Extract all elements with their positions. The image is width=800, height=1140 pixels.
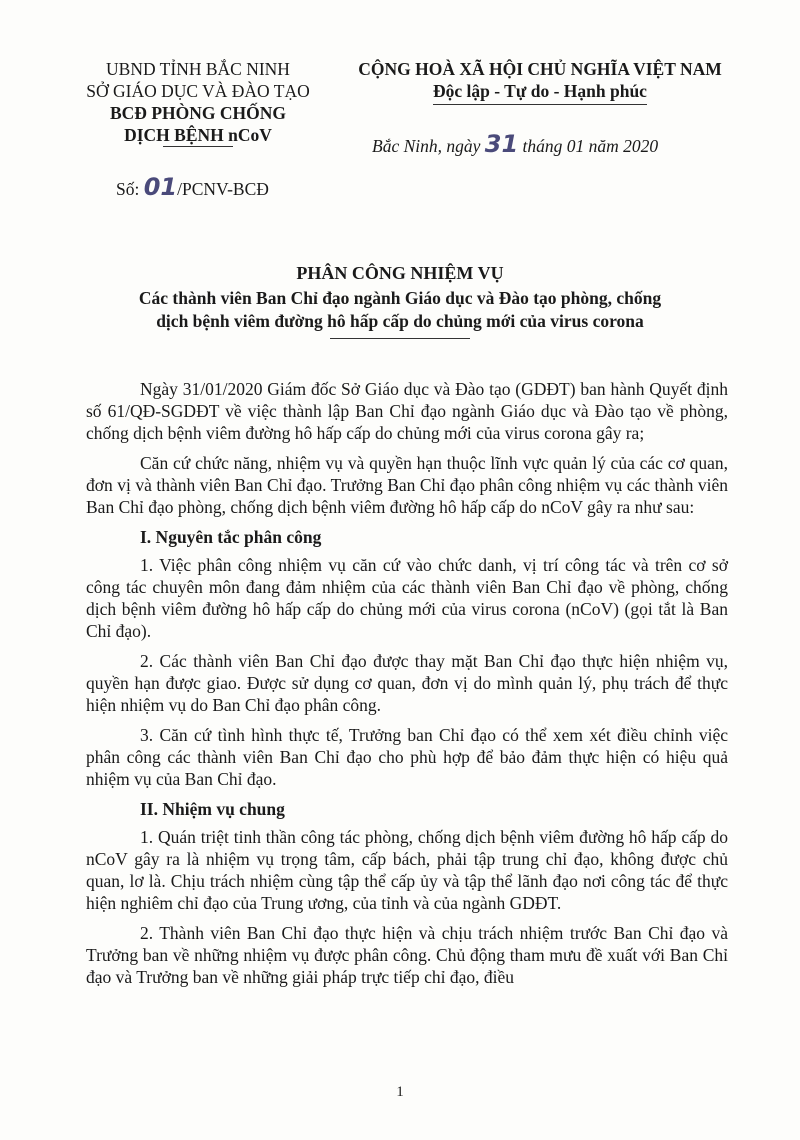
ref-suffix: /PCNV-BCĐ bbox=[177, 179, 269, 199]
date-prefix: Bắc Ninh, ngày bbox=[372, 136, 485, 156]
ref-prefix: Số: bbox=[116, 179, 144, 199]
issuing-authority bbox=[68, 58, 328, 147]
section-heading-2: II. Nhiệm vụ chung bbox=[140, 799, 285, 819]
section-heading-1: I. Nguyên tắc phân công bbox=[140, 527, 322, 547]
national-motto: Độc lập - Tự do - Hạnh phúc bbox=[433, 80, 647, 105]
document-title bbox=[90, 262, 710, 333]
place-date bbox=[372, 130, 658, 158]
section-2-item-1: 1. Quán triệt tinh thần công tác phòng, chống dịch bệnh viêm đường hô hấp cấp do nCoV gây ra là nhiệm vụ trọng tâm, cấp bách, phải tập trung chỉ đạo, không được chủ quan, lơ là. Chịu trách nhiệm cùng tập thể cấp ủy và tập thể lãnh đạo nơi công tác để thực hiện nghiêm chỉ đạo của Trung ương, của tỉnh và của ngành GDĐT. bbox=[86, 827, 728, 913]
title-sub-1: Các thành viên Ban Chỉ đạo ngành Giáo dục và Đào tạo phòng, chống bbox=[138, 288, 662, 308]
title-main: PHÂN CÔNG NHIỆM VỤ bbox=[296, 263, 504, 283]
paragraph-intro: Ngày 31/01/2020 Giám đốc Sở Giáo dục và Đào tạo (GDĐT) ban hành Quyết định số 61/QĐ-SGDĐT về việc thành lập Ban Chỉ đạo ngành Giáo dục và Đào tạo về phòng, chống dịch bệnh viêm đường hô hấp cấp do chủng mới của virus corona gây ra; bbox=[86, 379, 728, 443]
national-heading bbox=[340, 58, 740, 105]
nation-title: CỘNG HOÀ XÃ HỘI CHỦ NGHĨA VIỆT NAM bbox=[358, 59, 722, 79]
section-2-item-2: 2. Thành viên Ban Chỉ đạo thực hiện và chịu trách nhiệm trước Ban Chỉ đạo và Trưởng ban về những nhiệm vụ được phân công. Chủ động tham mưu đề xuất với Ban Chỉ đạo và Trưởng ban về những giải pháp trực tiếp chỉ đạo, điều bbox=[86, 923, 728, 987]
ref-number-handwritten: 01 bbox=[143, 173, 178, 201]
org-line-1: UBND TỈNH BẮC NINH bbox=[106, 59, 290, 79]
org-underline bbox=[163, 146, 233, 147]
paragraph-basis: Căn cứ chức năng, nhiệm vụ và quyền hạn thuộc lĩnh vực quản lý của các cơ quan, đơn vị và thành viên Ban Chỉ đạo. Trưởng Ban Chỉ đạo phân công nhiệm vụ các thành viên Ban Chỉ đạo phòng, chống dịch bệnh viêm đường hô hấp cấp do nCoV gây ra như sau: bbox=[86, 453, 728, 517]
page-number: 1 bbox=[396, 1084, 404, 1100]
org-line-4: DỊCH BỆNH nCoV bbox=[124, 125, 272, 145]
title-sub-2: dịch bệnh viêm đường hô hấp cấp do chủng mới của virus corona bbox=[156, 311, 644, 331]
section-1-item-2: 2. Các thành viên Ban Chỉ đạo được thay mặt Ban Chỉ đạo thực hiện nhiệm vụ, quyền hạn được giao. Được sử dụng cơ quan, đơn vị do mình quản lý, phụ trách để thực hiện nhiệm vụ do Ban Chỉ đạo phân công. bbox=[86, 651, 728, 715]
date-suffix: tháng 01 năm 2020 bbox=[518, 136, 659, 156]
document-reference bbox=[116, 173, 269, 201]
org-line-3: BCĐ PHÒNG CHỐNG bbox=[110, 103, 286, 123]
title-underline bbox=[330, 338, 470, 339]
org-line-2: SỞ GIÁO DỤC VÀ ĐÀO TẠO bbox=[86, 81, 310, 101]
section-1-item-3: 3. Căn cứ tình hình thực tế, Trưởng ban Chỉ đạo có thể xem xét điều chỉnh việc phân công các thành viên Ban Chỉ đạo cho phù hợp để bảo đảm thực hiện có hiệu quả nhiệm vụ của Ban Chỉ đạo. bbox=[86, 725, 728, 789]
date-day-handwritten: 31 bbox=[484, 130, 519, 158]
section-1-item-1: 1. Việc phân công nhiệm vụ căn cứ vào chức danh, vị trí công tác và trên cơ sở công tác chuyên môn đang đảm nhiệm của các thành viên Ban Chỉ đạo về phòng, chống dịch bệnh viêm đường hô hấp cấp do chủng mới của virus corona (nCoV) (gọi tắt là Ban Chỉ đạo). bbox=[86, 555, 728, 641]
document-body bbox=[86, 378, 728, 996]
